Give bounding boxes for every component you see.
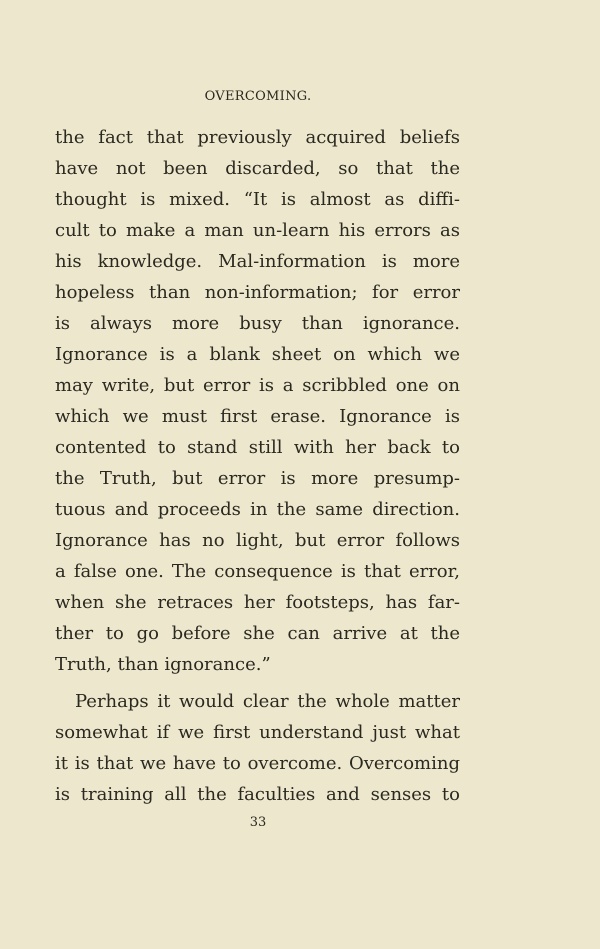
text-line: hopeless than non-information; for error (55, 282, 460, 303)
running-header: OVERCOMING. (204, 89, 312, 104)
text-line: thought is mixed. “It is almost as diffi- (55, 189, 460, 210)
paragraph-2 (55, 686, 460, 810)
text-line: the fact that previously acquired beliefs (55, 127, 460, 148)
text-line: Ignorance has no light, but error follows (55, 530, 460, 551)
text-line: a false one. The consequence is that error, (55, 561, 460, 582)
page-body (55, 122, 460, 810)
text-line: tuous and proceeds in the same direction. (55, 499, 460, 520)
text-line: which we must first erase. Ignorance is (55, 406, 460, 427)
text-line: have not been discarded, so that the (55, 158, 460, 179)
text-line: his knowledge. Mal-information is more (55, 251, 460, 272)
text-line: Ignorance is a blank sheet on which we (55, 344, 460, 365)
text-line: contented to stand still with her back to (55, 437, 460, 458)
text-line: the Truth, but error is more presump- (55, 468, 460, 489)
text-line: somewhat if we first understand just what (55, 722, 460, 743)
text-line: Perhaps it would clear the whole matter (75, 691, 460, 712)
text-line: when she retraces her footsteps, has far- (55, 592, 460, 613)
text-line: it is that we have to overcome. Overcoming (55, 753, 460, 774)
text-line: is training all the faculties and senses to (55, 784, 460, 805)
paragraph-1 (55, 122, 460, 680)
text-line: Truth, than ignorance.” (55, 654, 271, 675)
text-line: may write, but error is a scribbled one on (55, 375, 460, 396)
text-line: is always more busy than ignorance. (55, 313, 460, 334)
text-line: ther to go before she can arrive at the (55, 623, 460, 644)
text-line: cult to make a man un-learn his errors as (55, 220, 460, 241)
page-number: 33 (249, 815, 267, 830)
